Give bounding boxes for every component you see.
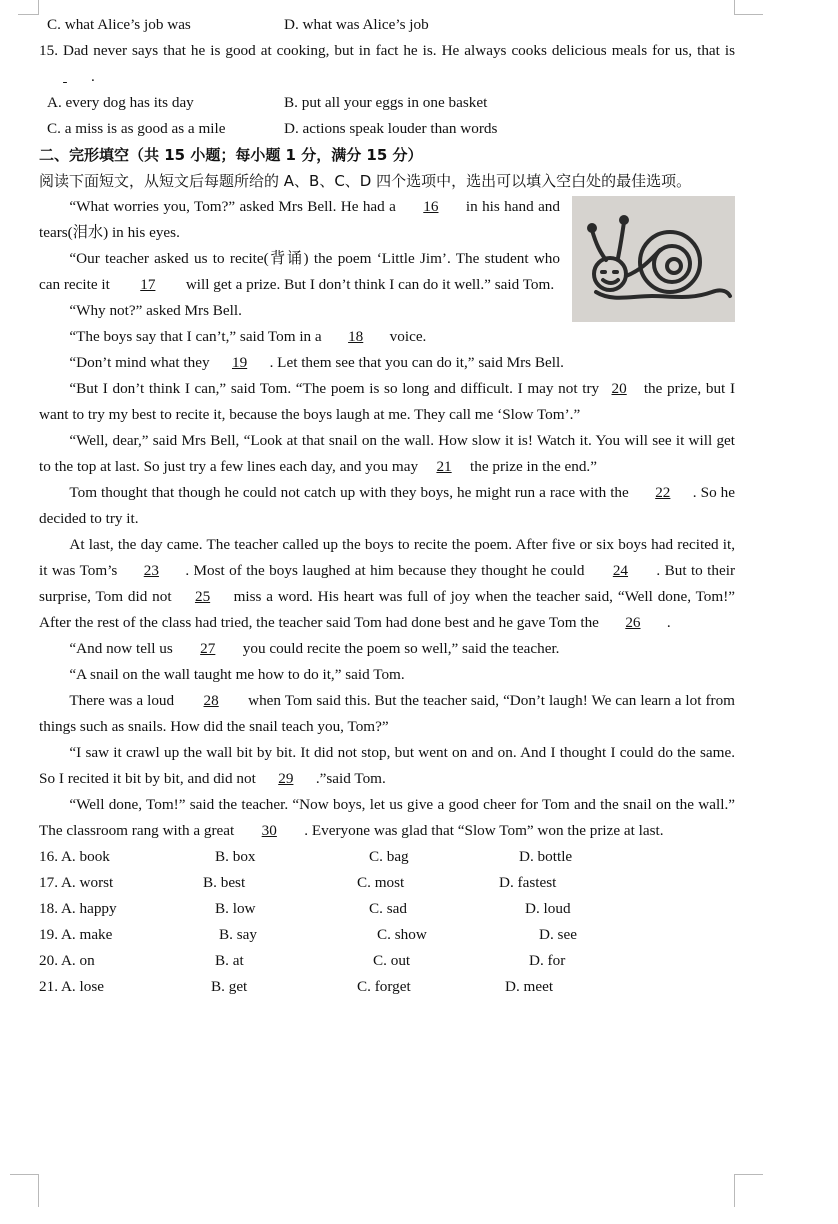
passage-paragraph-14: “Well done, Tom!” said the teacher. “Now boys, let us give a good cheer for Tom and the snail on the wall.” The classroom rang with a great 30 . Everyone was glad that “Slow Tom” won the prize at last.: [39, 792, 735, 844]
crop-mark-bottom-left: [10, 1174, 39, 1207]
passage-paragraph-13: “I saw it crawl up the wall bit by bit. It did not stop, but went on and on. And I thought I could do the same. So I recited it bit by bit, and did not 29 .”said Tom.: [39, 740, 735, 792]
passage: [39, 194, 735, 844]
section-instruction: 阅读下面短文，从短文后每题所给的 A、B、C、D 四个选项中，选出可以填入空白处的最佳选项。: [39, 172, 692, 190]
option-d: D. loud: [525, 900, 571, 917]
snail-icon: [572, 196, 735, 322]
question-18-options: [39, 896, 735, 922]
question-16-options: [39, 844, 735, 870]
blank-23: 23: [143, 562, 159, 579]
option-c: C. most: [357, 874, 405, 891]
option-b: B. box: [215, 848, 256, 865]
passage-paragraph-2: “Our teacher asked us to recite(背诵) the poem ‘Little Jim’. The student who can recite it 17 will get a prize. But I don’t think I can do it well.” said Tom.: [39, 246, 735, 298]
option-d: D. actions speak louder than words: [284, 120, 498, 137]
blank-27: 27: [200, 640, 216, 657]
blank-25: 25: [194, 588, 211, 605]
option-b: B. get: [211, 978, 248, 995]
blank-30: 30: [261, 822, 277, 839]
snail-drawing-icon: [572, 196, 735, 322]
blank-21: 21: [436, 458, 452, 475]
question-19-options: [39, 922, 735, 948]
blank-18: 18: [348, 328, 364, 345]
option-b: B. say: [219, 926, 257, 943]
passage-paragraph-3: “Why not?” asked Mrs Bell.: [69, 302, 242, 319]
option-d: D. fastest: [499, 874, 557, 891]
q15-options-row-1: [39, 90, 735, 116]
question-15: 15. Dad never says that he is good at cooking, but in fact he is. He always cooks delicious meals for us, that is .: [39, 38, 735, 90]
passage-paragraph-7: “Well, dear,” said Mrs Bell, “Look at that snail on the wall. How slow it is! Watch it. You will see it will get to the top at last. So just try a few lines each day, and you may 21 the prize in the end.”: [39, 428, 735, 480]
blank-24: 24: [612, 562, 629, 579]
passage-paragraph-9: At last, the day came. The teacher called up the boys to recite the poem. After five or six boys had recited it, it was Tom’s 23 . Most of the boys laughed at him because they thought he could 24 . But to their surprise, Tom did not 25 miss a word. His heart was full of joy when the teacher said, “Well done, Tom!” After the rest of the class had tried, the teacher said Tom had done best and he gave Tom the 26 .: [39, 532, 735, 636]
blank-15: [39, 64, 91, 90]
passage-paragraph-8: Tom thought that though he could not catch up with they boys, he might run a race with the 22 . So he decided to try it.: [39, 480, 735, 532]
option-a: 21. A. lose: [39, 978, 104, 995]
option-b: B. put all your eggs in one basket: [284, 94, 488, 111]
option-a: A. every dog has its day: [47, 94, 194, 111]
blank-19: 19: [231, 354, 248, 371]
option-a: 20. A. on: [39, 952, 95, 969]
option-d: D. for: [529, 952, 566, 969]
option-d: D. bottle: [519, 848, 573, 865]
option-a: 17. A. worst: [39, 874, 114, 891]
option-b: B. best: [203, 874, 246, 891]
passage-paragraph-5: “Don’t mind what they 19 . Let them see that you can do it,” said Mrs Bell.: [39, 350, 735, 376]
passage-paragraph-6: “But I don’t think I can,” said Tom. “The poem is so long and difficult. I may not try 20 the prize, but I want to try my best to recite it, because the boys laugh at me. They call me ‘Slow Tom’.”: [39, 376, 735, 428]
option-a: 19. A. make: [39, 926, 113, 943]
blank-17: 17: [140, 276, 156, 293]
passage-paragraph-10: “And now tell us 27 you could recite the poem so well,” said the teacher.: [39, 636, 735, 662]
option-d: D. what was Alice’s job: [284, 16, 429, 33]
option-c: C. out: [373, 952, 411, 969]
option-a: 18. A. happy: [39, 900, 117, 917]
blank-29: 29: [278, 770, 294, 787]
option-c: C. a miss is as good as a mile: [47, 120, 226, 137]
option-c: C. what Alice’s job was: [47, 16, 191, 33]
option-a: 16. A. book: [39, 848, 110, 865]
passage-paragraph-11: “A snail on the wall taught me how to do it,” said Tom.: [69, 666, 405, 683]
crop-mark-bottom-right: [734, 1174, 763, 1207]
question-21-options: [39, 974, 735, 1000]
option-d: D. meet: [505, 978, 554, 995]
exam-content: [39, 12, 735, 1000]
option-d: D. see: [539, 926, 577, 943]
crop-mark-top-left: [18, 0, 39, 15]
blank-20: 20: [611, 380, 627, 397]
question-17-options: [39, 870, 735, 896]
crop-mark-top-right: [734, 0, 763, 15]
blank-26: 26: [625, 614, 641, 631]
passage-paragraph-4: “The boys say that I can’t,” said Tom in a 18 voice.: [39, 324, 735, 350]
passage-paragraph-12: There was a loud 28 when Tom said this. But the teacher said, “Don’t laugh! We can learn a lot from things such as snails. How did the snail teach you, Tom?”: [39, 688, 735, 740]
option-c: C. show: [377, 926, 427, 943]
question-20-options: [39, 948, 735, 974]
section-heading: 二、完形填空（共 15 小题；每小题 1 分，满分 15 分）: [39, 146, 423, 164]
blank-28: 28: [203, 692, 219, 709]
prev-options-row: [39, 12, 735, 38]
question-options: [39, 844, 735, 1000]
blank-22: 22: [655, 484, 671, 501]
passage-paragraph-1: “What worries you, Tom?” asked Mrs Bell. He had a 16 in his hand and tears(泪水) in his eyes.: [39, 194, 735, 246]
option-c: C. forget: [357, 978, 411, 995]
blank-16: 16: [423, 198, 439, 215]
option-b: B. low: [215, 900, 256, 917]
option-b: B. at: [215, 952, 244, 969]
option-c: C. bag: [369, 848, 409, 865]
q15-options-row-2: [39, 116, 735, 142]
option-c: C. sad: [369, 900, 407, 917]
